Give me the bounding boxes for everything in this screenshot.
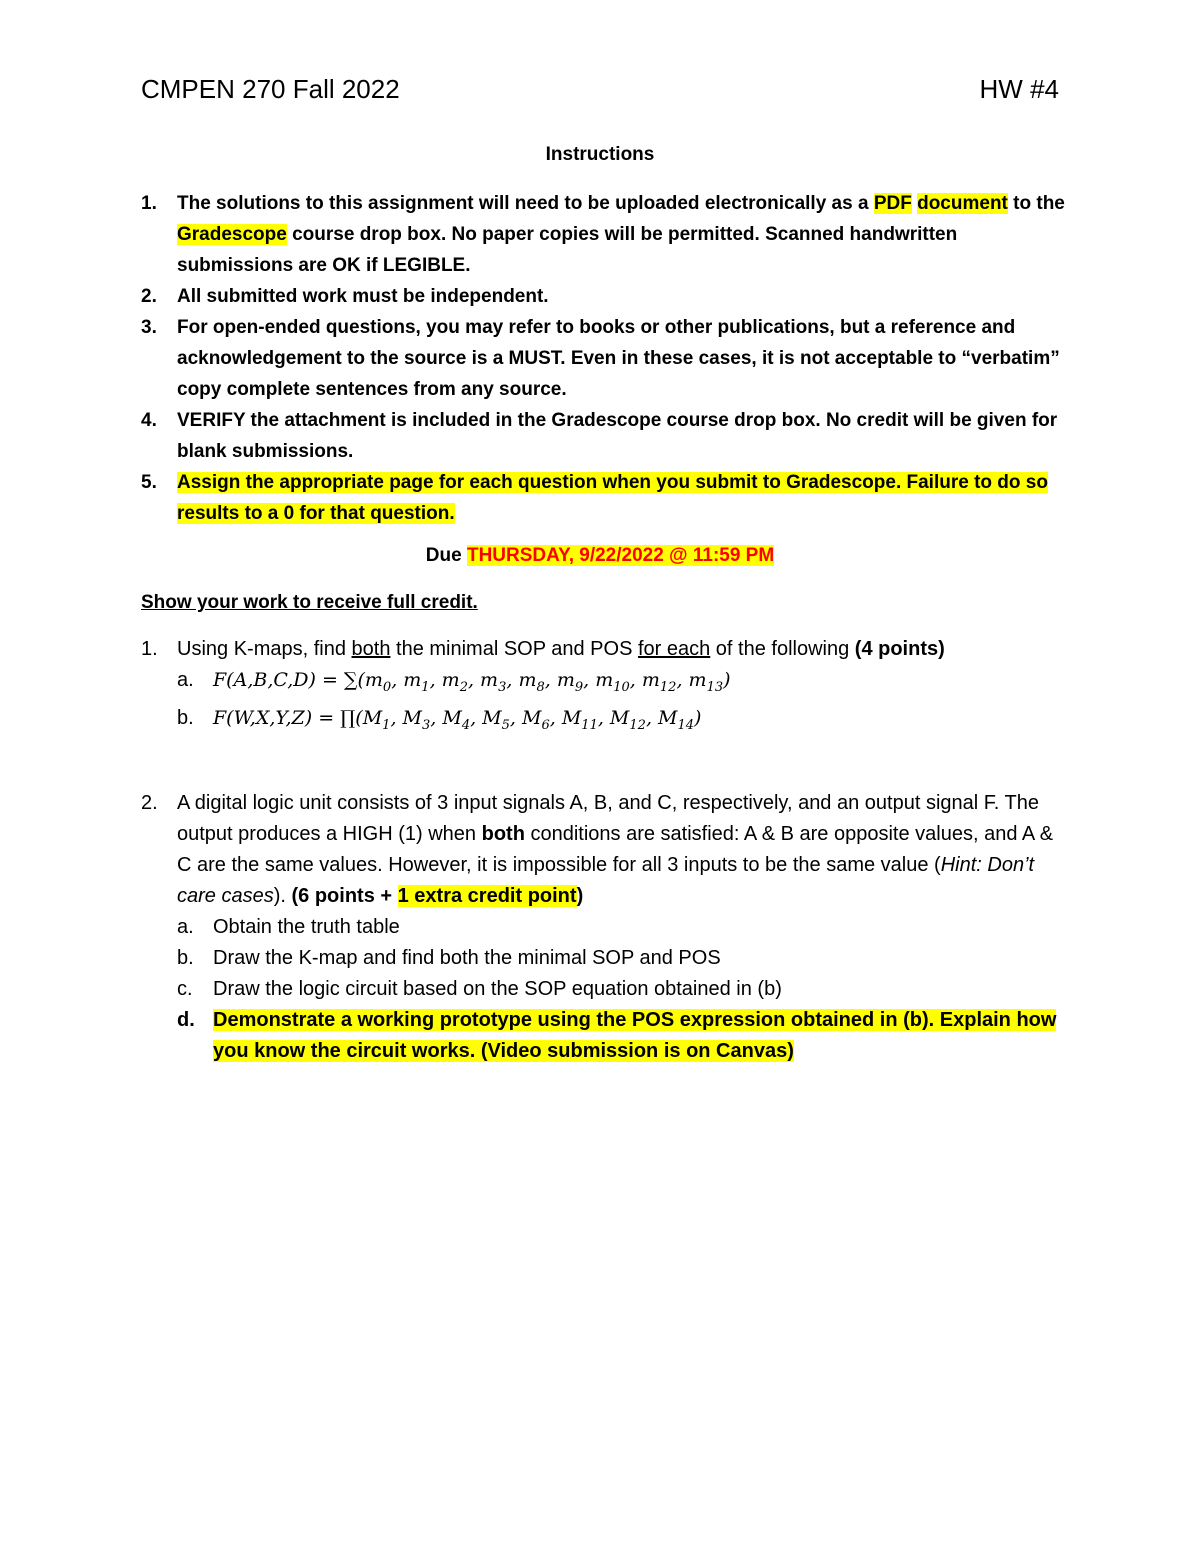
question-1-prompt: 1. Using K-maps, find both the minimal SOP and POS for each of the following (4 points) (141, 638, 945, 660)
instruction-item-3: 3. For open-ended questions, you may refer to books or other publications, but a reference and acknowledgement to the source is a MUST. Even in these cases, it is not acceptable to “verbatim” copy complete sentences from any source. (141, 317, 1060, 400)
instruction-item-5: 5. Assign the appropriate page for each question when you submit to Gradescope. Failure to do so results to a 0 for that question. (141, 472, 1048, 524)
extra-credit-highlight: 1 extra credit point (397, 885, 577, 907)
instruction-item-2: 2. All submitted work must be independent. (141, 286, 549, 307)
question-2 (141, 788, 1071, 1067)
instruction-item-4: 4. VERIFY the attachment is included in the Gradescope course drop box. No credit will be given for blank submissions. (141, 410, 1058, 462)
question-1a: a. $F(A,B,C,D) = \sum(m_0$, $m_1$, $m_2$, $m_3$, $m_8$, $m_9$, $m_{10}$, $m_{12}$, $m_{13}$) (177, 669, 731, 695)
question-2c: c. Draw the logic circuit based on the SOP equation obtained in (b) (177, 978, 782, 1000)
question-1b: b. $F(W,X,Y,Z) = \prod(M_1$, $M_3$, $M_4$, $M_5$, $M_6$, $M_{11}$, $M_{12}$, $M_{14}$) (177, 706, 702, 733)
page-header (141, 74, 1059, 110)
question-2-prompt: 2. A digital logic unit consists of 3 input signals A, B, and C, respectively, and an output signal F. The output produces a HIGH (1) when both conditions are satisfied: A & B are opposite values, and A & C are the same values. However, it is impossible for all 3 inputs to be the same value (Hint: Don’t care cases). (6 points + 1 extra credit point) (141, 792, 1054, 907)
sum-of-minterms-expression: $F(A,B,C,D) = \sum(m_0$, $m_1$, $m_2$, $m_3$, $m_8$, $m_9$, $m_{10}$, $m_{12}$, $m_{13}$) (213, 669, 731, 695)
homework-number: HW #4 (979, 74, 1059, 104)
highlight-document: document (917, 193, 1008, 214)
course-title: CMPEN 270 Fall 2022 (141, 74, 400, 104)
question-1 (141, 634, 1071, 741)
question-2a: a. Obtain the truth table (177, 916, 400, 938)
product-of-maxterms-expression: $F(W,X,Y,Z) = \prod(M_1$, $M_3$, $M_4$, $M_5$, $M_6$, $M_{11}$, $M_{12}$, $M_{14}$) (213, 706, 702, 733)
highlight-gradescope: Gradescope (177, 224, 287, 245)
question-2b: b. Draw the K-map and find both the minimal SOP and POS (177, 947, 721, 969)
show-work-note: Show your work to receive full credit. (141, 592, 478, 613)
instructions-title: Instructions (545, 144, 655, 165)
due-date-line: Due THURSDAY, 9/22/2022 @ 11:59 PM (425, 545, 775, 566)
question-2d: d. Demonstrate a working prototype using the POS expression obtained in (b). Explain how you know the circuit works. (Video submission is on Canvas) (177, 1009, 1057, 1062)
instructions-list (141, 188, 1071, 529)
due-date: THURSDAY, 9/22/2022 @ 11:59 PM (466, 545, 775, 566)
instruction-item-1: 1. The solutions to this assignment will need to be uploaded electronically as a PDF document to the Gradescope course drop box. No paper copies will be permitted. Scanned handwritten submissions are OK if LEGIBLE. (141, 193, 1065, 276)
highlight-pdf: PDF (873, 193, 912, 214)
